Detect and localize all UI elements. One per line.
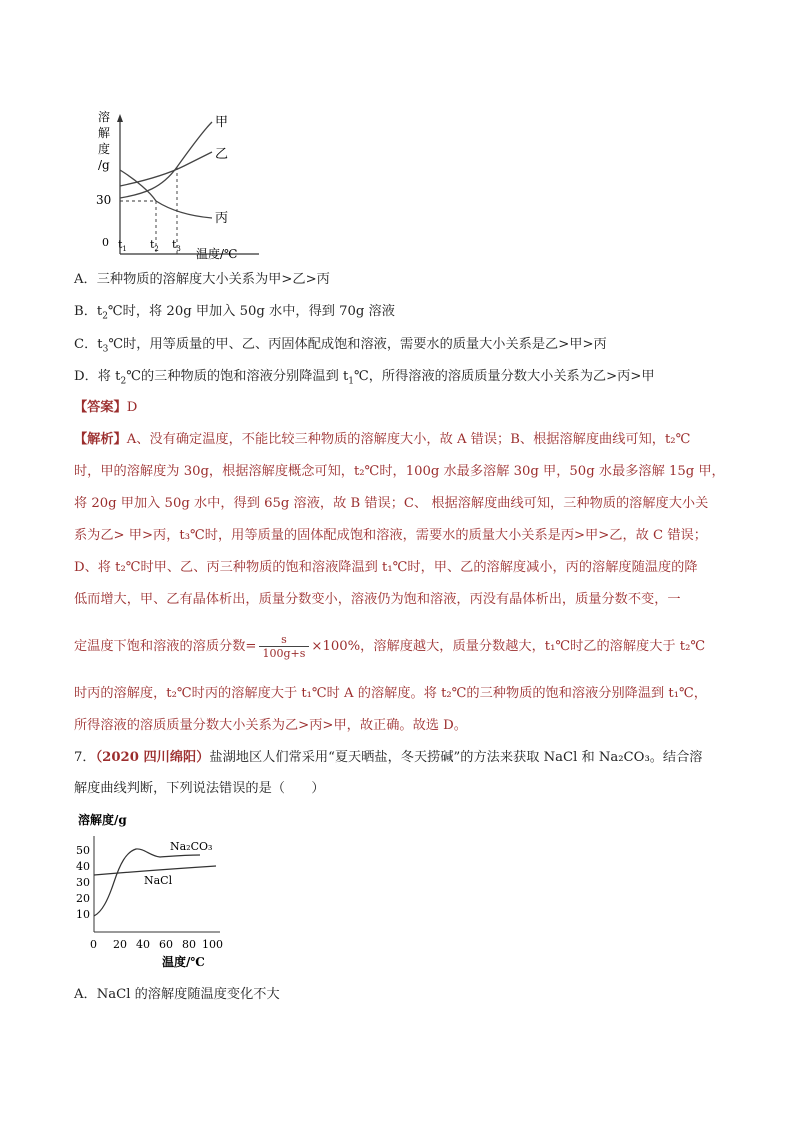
x-tick-t2: $t_2$ — [150, 238, 159, 253]
analysis-formula-line: 定温度下饱和溶液的溶质分数= $\frac{s}{100g+s}$ ×100%，溶解度越大，质量分数越大，t₁℃时乙的溶解度大于 t₂℃ — [74, 633, 706, 660]
label-yi: 乙 — [215, 147, 229, 162]
x-axis-label: 温度/℃ — [196, 247, 238, 261]
label-jia: 甲 — [215, 115, 229, 130]
option-c: C．$t_3℃$时，用等质量的甲、乙、丙固体配成饱和溶液，需要水的质量大小关系是乙>甲>丙 — [74, 337, 607, 355]
y-tick: 10 — [76, 908, 90, 921]
x-tick: 0 — [90, 938, 97, 951]
option-d: D．将 $t_2℃$的三种物质的饱和溶液分别降温到 $t_1℃$，所得溶液的溶质质量分数大小关系为乙>丙>甲 — [74, 369, 655, 387]
y-tick-30: 30 — [96, 193, 112, 207]
y-tick: 20 — [76, 892, 90, 905]
analysis-line-5: D、将 t₂℃时甲、乙、丙三种物质的饱和溶液降温到 t₁℃时，甲、乙的溶解度减小，丙的溶解度随温度的降 — [74, 560, 698, 575]
option-b: B．$t_2℃$时，将 20g 甲加入 50g 水中，得到 70g 溶液 — [74, 304, 395, 322]
x-tick: 20 — [113, 938, 127, 951]
analysis-line-2: 时，甲的溶解度为 30g，根据溶解度概念可知，t₂℃时，100g 水最多溶解 30g 甲，50g 水最多溶解 15g 甲， — [74, 464, 725, 479]
option-a: A．三种物质的溶解度大小关系为甲>乙>丙 — [74, 272, 330, 287]
y-axis-label: 度 — [98, 142, 111, 156]
y-axis-label: 溶 — [98, 110, 111, 124]
x-tick: 60 — [159, 938, 173, 951]
analysis-line-3: 将 20g 甲加入 50g 水中，得到 65g 溶液，故 B 错误；C、 根据溶解度曲线可知，三种物质的溶解度大小关 — [74, 496, 709, 511]
x-tick: 80 — [182, 938, 196, 951]
y-axis-label: 溶解度/g — [78, 813, 127, 827]
label-nacl: NaCl — [144, 874, 173, 887]
answer: 【答案】D — [74, 400, 138, 415]
y-tick: 50 — [76, 844, 90, 857]
x-tick: 40 — [136, 938, 150, 951]
q7-option-a: A．NaCl 的溶解度随温度变化不大 — [74, 987, 280, 1002]
x-tick-t3: $t_3$ — [172, 238, 181, 253]
analysis-line-7: 时丙的溶解度，t₂℃时丙的溶解度大于 t₁℃时 A 的溶解度。将 t₂℃的三种物质的饱和溶液分别降温到 t₁℃， — [74, 686, 707, 701]
label-bing: 丙 — [215, 211, 229, 226]
y-axis-label: 解 — [98, 126, 111, 140]
analysis-line-8: 所得溶液的溶质质量分数大小关系为乙>丙>甲，故正确。故选 D。 — [74, 718, 467, 733]
x-tick: 100 — [202, 938, 223, 951]
analysis-line-1: 【解析】A、没有确定温度，不能比较三种物质的溶解度大小，故 A 错误；B、根据溶解度曲线可知，t₂℃ — [74, 432, 691, 447]
curve-jia — [120, 122, 212, 198]
label-na2co3: Na₂CO₃ — [170, 840, 213, 853]
analysis-line-4: 系为乙> 甲>丙，t₃℃时，用等质量的固体配成饱和溶液，需要水的质量大小关系是丙>甲>乙，故 C 错误； — [74, 528, 707, 543]
curve-bing — [120, 170, 212, 218]
question-7-line-2: 解度曲线判断，下列说法错误的是（ ） — [74, 781, 325, 796]
curve-yi — [120, 152, 212, 186]
x-tick-t1: $t_1$ — [118, 238, 127, 253]
y-axis-label: /g — [98, 158, 110, 172]
analysis-line-6: 低而增大，甲、乙有晶体析出，质量分数变小，溶液仍为饱和溶液，丙没有晶体析出，质量分数不变，一 — [74, 592, 681, 607]
x-axis-label: 温度/℃ — [162, 955, 205, 969]
y-tick: 30 — [76, 876, 90, 889]
question-7-line-1: 7．（2020 四川绵阳）盐湖地区人们常采用“夏天晒盐，冬天捞碱”的方法来获取 NaCl 和 Na₂CO₃。结合溶 — [74, 750, 703, 765]
origin-label: 0 — [102, 236, 109, 249]
solubility-chart-1 — [84, 108, 264, 264]
fraction: $\frac{s}{100g+s}$ — [259, 633, 310, 660]
solubility-chart-2 — [70, 808, 240, 974]
y-tick: 40 — [76, 860, 90, 873]
